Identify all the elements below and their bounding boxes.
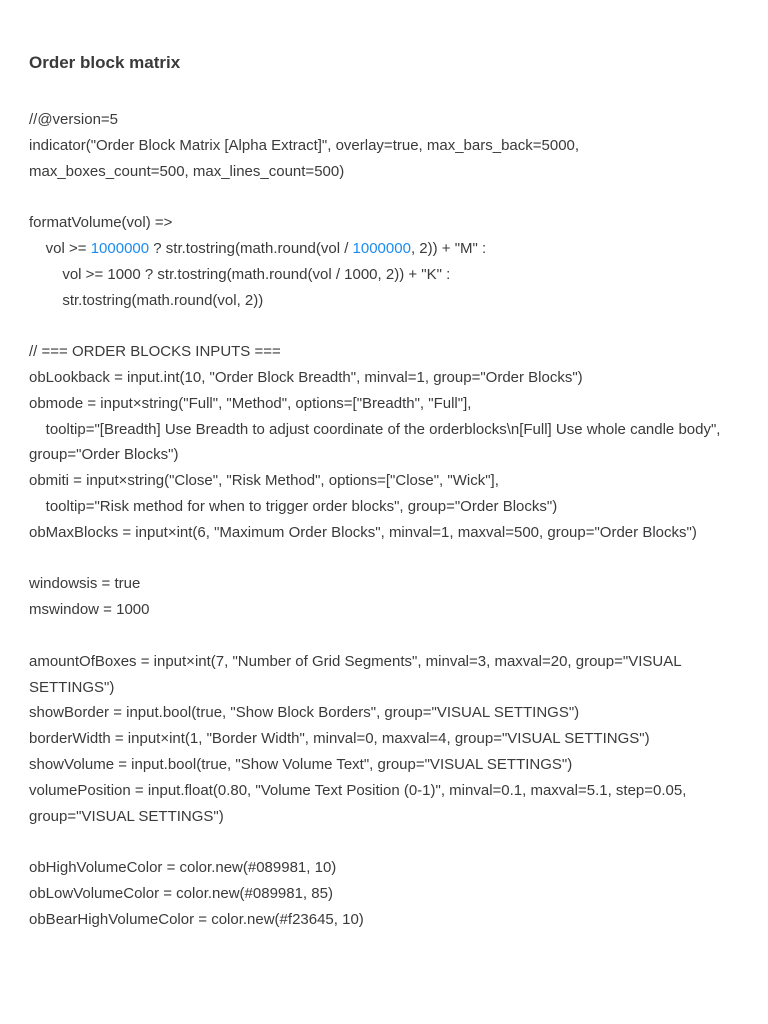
code-block	[29, 107, 741, 933]
code-line: indicator("Order Block Matrix [Alpha Extract]", overlay=true, max_bars_back=5000, max_boxes_count=500, max_lines_count=500)	[29, 136, 584, 180]
code-line: showVolume = input.bool(true, "Show Volume Text", group="VISUAL SETTINGS")	[29, 755, 573, 773]
code-text: vol >=	[29, 239, 91, 257]
number-literal: 1000000	[352, 239, 411, 257]
blank-line	[29, 623, 741, 649]
number-literal: 1000000	[90, 239, 150, 257]
code-line: borderWidth = input×int(1, "Border Width", minval=0, maxval=4, group="VISUAL SETTINGS")	[29, 730, 650, 748]
blank-line	[29, 546, 741, 572]
code-line: volumePosition = input.float(0.80, "Volume Text Position (0-1)", minval=0.1, maxval=5.1, step=0.05, group="VISUAL SETTINGS")	[29, 781, 691, 825]
code-line: obLowVolumeColor = color.new(#089981, 85)	[29, 884, 333, 902]
code-text: , 2)) + "M" :	[410, 239, 487, 257]
blank-line	[29, 313, 741, 339]
blank-line	[29, 829, 741, 855]
code-line: obMaxBlocks = input×int(6, "Maximum Order Blocks", minval=1, maxval=500, group="Order Blocks")	[29, 523, 697, 541]
code-line: showBorder = input.bool(true, "Show Block Borders", group="VISUAL SETTINGS")	[29, 704, 580, 722]
code-line: obmode = input×string("Full", "Method", options=["Breadth", "Full"],	[29, 394, 472, 412]
code-line: tooltip="[Breadth] Use Breadth to adjust coordinate of the orderblocks\n[Full] Use whole candle body", group="Order Blocks")	[29, 420, 725, 464]
code-line: obmiti = input×string("Close", "Risk Method", options=["Close", "Wick"],	[29, 472, 499, 490]
code-line: formatVolume(vol) =>	[29, 214, 173, 232]
code-line	[29, 236, 741, 262]
code-line: amountOfBoxes = input×int(7, "Number of Grid Segments", minval=3, maxval=20, group="VISUAL SETTINGS")	[29, 652, 686, 696]
code-line: vol >= 1000 ? str.tostring(math.round(vol / 1000, 2)) + "K" :	[29, 265, 451, 283]
code-line: windowsis = true	[29, 575, 141, 593]
code-line: obHighVolumeColor = color.new(#089981, 10)	[29, 859, 337, 877]
code-line: obBearHighVolumeColor = color.new(#f23645, 10)	[29, 910, 364, 928]
code-text: ? str.tostring(math.round(vol /	[149, 239, 353, 257]
blank-line	[29, 184, 741, 210]
code-line: mswindow = 1000	[29, 601, 150, 619]
code-line: obLookback = input.int(10, "Order Block Breadth", minval=1, group="Order Blocks")	[29, 368, 583, 386]
code-line: str.tostring(math.round(vol, 2))	[29, 291, 264, 309]
page-title: Order block matrix	[29, 53, 181, 72]
code-comment: // === ORDER BLOCKS INPUTS ===	[29, 343, 281, 361]
code-line: //@version=5	[29, 111, 119, 128]
code-line: tooltip="Risk method for when to trigger order blocks", group="Order Blocks")	[29, 497, 558, 515]
